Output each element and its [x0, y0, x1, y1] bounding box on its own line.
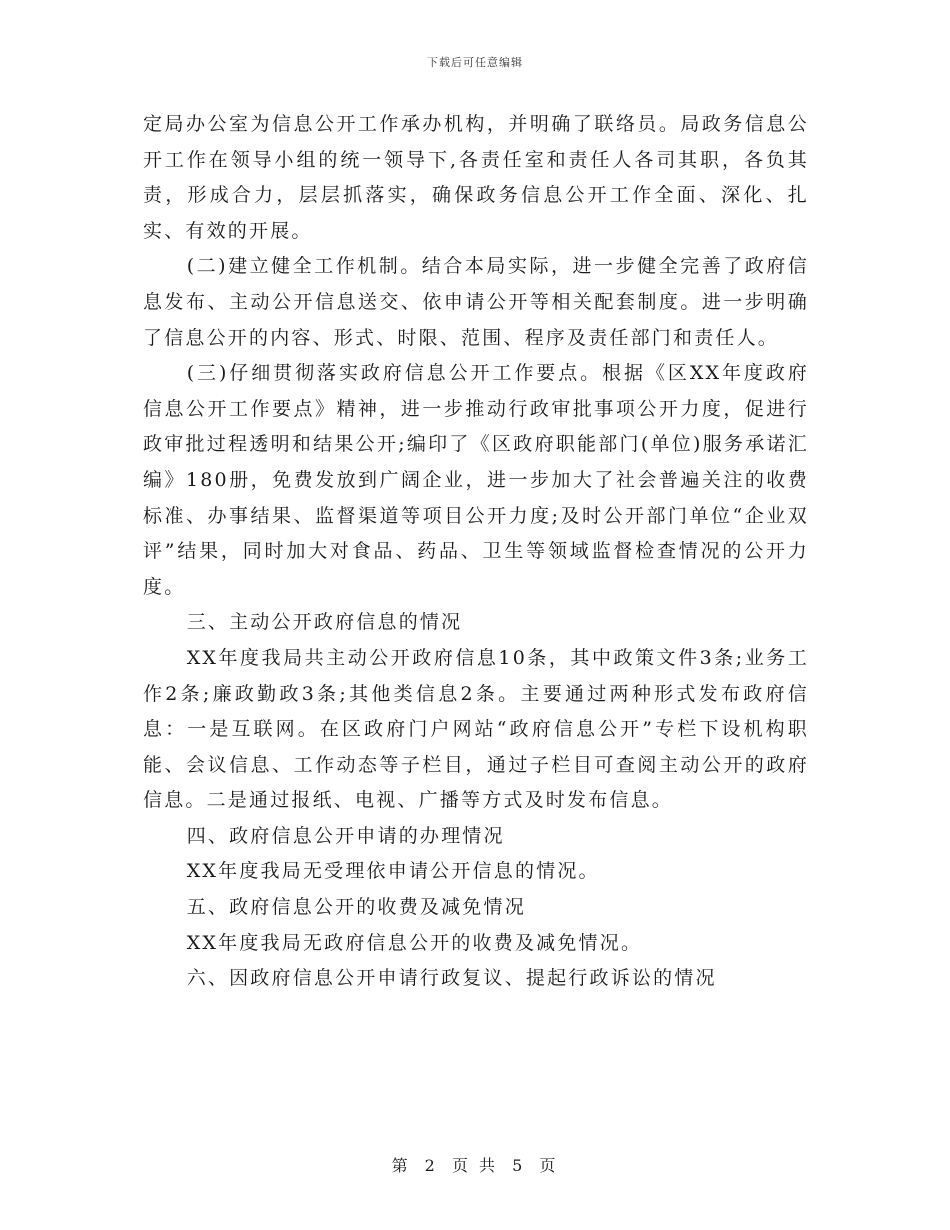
footer-middle: 页 共 — [451, 1156, 499, 1175]
footer-suffix: 页 — [539, 1156, 559, 1175]
footer-total-pages: 5 — [512, 1156, 526, 1175]
paragraph-fees: XX年度我局无政府信息公开的收费及减免情况。 — [186, 931, 643, 954]
page-footer — [0, 1153, 950, 1176]
paragraph-applications: XX年度我局无受理依申请公开信息的情况。 — [186, 860, 600, 883]
section-heading-fees: 五、政府信息公开的收费及减免情况 — [186, 896, 526, 919]
footer-prefix: 第 — [391, 1156, 411, 1175]
paragraph-continuation: 定局办公室为信息公开工作承办机构，并明确了联络员。局政务信息公开工作在领导小组的统一领导下,各责任室和责任人各司其职，各负其责，形成合力，层层抓落实，确保政务信息公开工作全面、深化、扎实、有效的开展。 — [143, 113, 809, 242]
section-heading-applications: 四、政府信息公开申请的办理情况 — [186, 824, 505, 847]
page-header: 下载后可任意编辑 — [427, 56, 523, 69]
paragraph-work-points: (三)仔细贯彻落实政府信息公开工作要点。根据《区XX年度政府信息公开工作要点》精神，进一步推动行政审批事项公开力度，促进行政审批过程透明和结果公开;编印了《区政府职能部门(单位)服务承诺汇编》180册，免费发放到广阔企业，进一步加大了社会普遍关注的收费标准、办事结果、监督渠道等项目公开力度;及时公开部门单位“企业双评”结果，同时加大对食品、药品、卫生等领域监督检查情况的公开力度。 — [143, 362, 809, 598]
section-heading-proactive-disclosure: 三、主动公开政府信息的情况 — [186, 611, 463, 634]
section-heading-appeals: 六、因政府信息公开申请行政复议、提起行政诉讼的情况 — [186, 967, 717, 990]
footer-page-number: 2 — [424, 1156, 438, 1175]
paragraph-proactive-disclosure: XX年度我局共主动公开政府信息10条，其中政策文件3条;业务工作2条;廉政勤政3条;其他类信息2条。主要通过两种形式发布政府信息：一是互联网。在区政府门户网站“政府信息公开”专栏下设机构职能、会议信息、工作动态等子栏目，通过子栏目可查阅主动公开的政府信息。二是通过报纸、电视、广播等方式及时发布信息。 — [143, 646, 809, 812]
paragraph-work-mechanism: (二)建立健全工作机制。结合本局实际，进一步健全完善了政府信息发布、主动公开信息送交、依申请公开等相关配套制度。进一步明确了信息公开的内容、形式、时限、范围、程序及责任部门和责任人。 — [143, 255, 809, 349]
document-body — [143, 107, 809, 997]
